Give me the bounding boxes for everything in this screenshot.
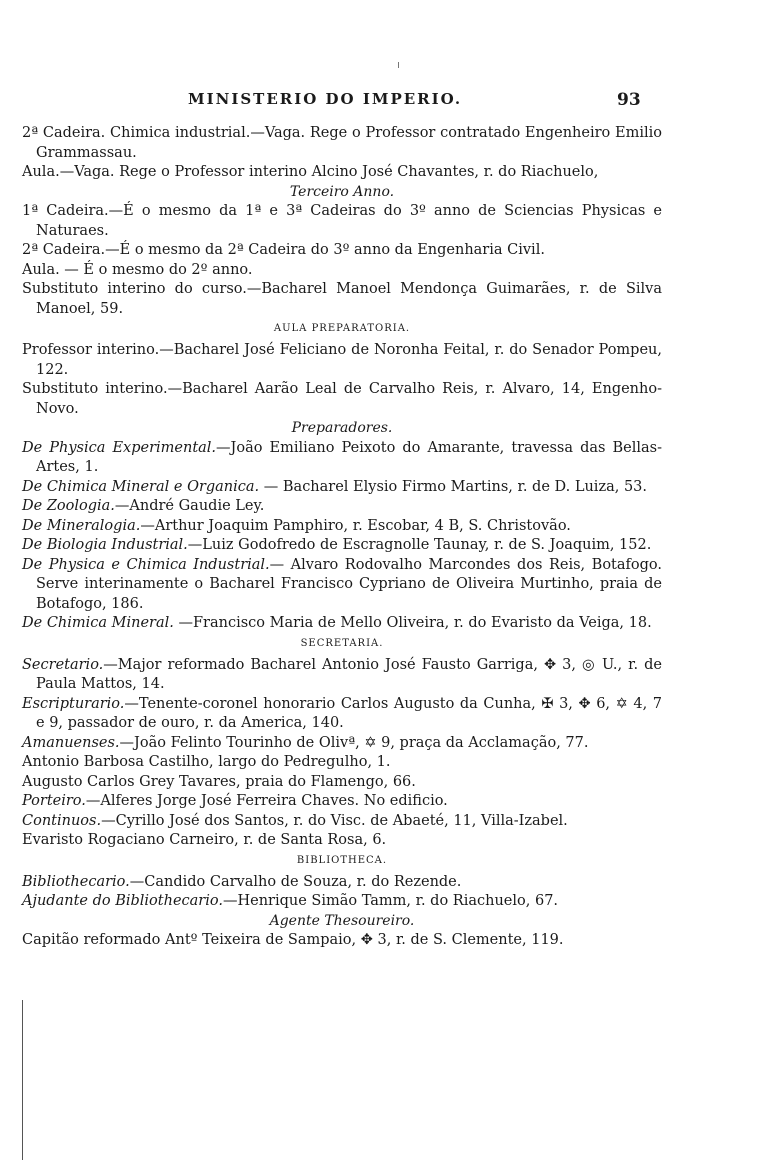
entry-text: —Francisco Maria de Mello Oliveira, r. do Evaristo da Veiga, 18. xyxy=(173,615,652,631)
entry-text: — Bacharel Elysio Firmo Martins, r. de D. Luiza, 53. xyxy=(259,478,648,495)
print-mark xyxy=(398,62,399,68)
heading-agente-thesoureiro: Agente Thesoureiro. xyxy=(269,912,415,929)
entry-amanuenses xyxy=(22,734,662,754)
entry-biologia-industrial xyxy=(22,536,662,556)
entry-porteiro xyxy=(22,792,662,812)
entry-bibliothecario xyxy=(22,873,662,893)
entry-text: — Alvaro Rodovalho Marcondes dos Reis, Botafogo. Serve interinamente o Bacharel Francisco Cypriano de Oliveira Murtinho, praia de Botafogo, 186. xyxy=(36,556,662,612)
entry-text: —Luiz Godofredo de Escragnolle Taunay, r. de S. Joaquim, 152. xyxy=(187,537,652,553)
entry-lead: De Mineralogia. xyxy=(22,517,141,534)
entry-1a-cadeira: 1ª Cadeira.—É o mesmo da 1ª e 3ª Cadeiras do 3º anno de Sciencias Physicas e Naturaes. xyxy=(22,203,662,239)
entry-ajudante xyxy=(22,892,662,912)
entry-aula: Aula. — É o mesmo do 2º anno. xyxy=(22,261,253,278)
section-aula-preparatoria: AULA PREPARATORIA. xyxy=(273,323,411,334)
entry-substituto-curso: Substituto interino do curso.—Bacharel Manoel Mendonça Guimarães, r. de Silva Manoel, 59. xyxy=(22,281,662,317)
entry-chimica-industrial: 2ª Cadeira. Chimica industrial.—Vaga. Rege o Professor contratado Engenheiro Emilio Grammassau. xyxy=(22,125,662,161)
entry-continuos xyxy=(22,812,662,832)
entry-text: —João Emiliano Peixoto do Amarante, travessa das Bellas-Artes, 1. xyxy=(36,439,662,475)
entry-text: —Alferes Jorge José Ferreira Chaves. No edificio. xyxy=(85,793,448,809)
entry-2a-cadeira: 2ª Cadeira.—É o mesmo da 2ª Cadeira do 3º anno da Engenharia Civil. xyxy=(22,242,545,258)
entry-escripturario xyxy=(22,695,662,734)
entry-chimica-mineral xyxy=(22,614,662,634)
section-secretaria: SECRETARIA. xyxy=(300,637,384,649)
entry-text: —Tenente-coronel honorario Carlos Augusto da Cunha, ✠ 3, ✥ 6, ✡ 4, 7 e 9, passador de ouro, r. da America, 140. xyxy=(36,695,662,731)
margin-rule xyxy=(22,1000,23,1160)
heading-terceiro-anno: Terceiro Anno. xyxy=(289,183,395,200)
entry-text: —Henrique Simão Tamm, r. do Riachuelo, 67. xyxy=(222,893,559,909)
entry-text: —Arthur Joaquim Pamphiro, r. Escobar, 4 B, S. Christovão. xyxy=(140,517,571,534)
entry-text: —Candido Carvalho de Souza, r. do Rezende. xyxy=(129,873,462,890)
entry-chimica-mineral-organica xyxy=(22,478,662,498)
page-number: 93 xyxy=(617,90,641,110)
page-body xyxy=(22,124,662,951)
entry-physica-chimica-industrial xyxy=(22,556,662,615)
entry-mineralogia xyxy=(22,517,662,537)
entry-lead: Ajudante do Bibliothecario. xyxy=(22,893,223,909)
entry-lead: De Chimica Mineral e Organica. xyxy=(22,478,260,495)
entry-lead: De Biologia Industrial. xyxy=(22,537,188,553)
entry-amanuense-castilho: Antonio Barbosa Castilho, largo do Pedregulho, 1. xyxy=(22,754,391,770)
entry-amanuense-tavares: Augusto Carlos Grey Tavares, praia do Flamengo, 66. xyxy=(22,773,416,790)
entry-aula-vaga: Aula.—Vaga. Rege o Professor interino Alcino José Chavantes, r. do Riachuelo, xyxy=(22,164,599,180)
entry-continuo-carneiro: Evaristo Rogaciano Carneiro, r. de Santa Rosa, 6. xyxy=(22,832,387,848)
entry-text: —João Felinto Tourinho de Olivª, ✡ 9, praça da Acclamação, 77. xyxy=(119,734,589,751)
entry-lead: Continuos. xyxy=(22,812,102,829)
heading-preparadores: Preparadores. xyxy=(291,420,393,436)
entry-lead: Porteiro. xyxy=(22,793,86,809)
entry-lead: Secretario. xyxy=(22,656,104,673)
entry-lead: De Physica Experimental. xyxy=(22,439,217,456)
entry-text: —André Gaudie Ley. xyxy=(114,498,265,514)
entry-lead: De Zoologia. xyxy=(22,498,115,514)
entry-agente-thesoureiro: Capitão reformado Antº Teixeira de Sampaio, ✥ 3, r. de S. Clemente, 119. xyxy=(22,932,564,948)
section-bibliotheca: BIBLIOTHECA. xyxy=(296,854,388,866)
entry-text: —Major reformado Bacharel Antonio José Fausto Garriga, ✥ 3, ◎ U., r. de Paula Mattos, 14. xyxy=(36,656,662,692)
entry-text: —Cyrillo José dos Santos, r. do Visc. de Abaeté, 11, Villa-Izabel. xyxy=(101,812,568,829)
entry-professor-interino: Professor interino.—Bacharel José Feliciano de Noronha Feital, r. do Senador Pompeu, 122. xyxy=(22,342,662,378)
entry-lead: De Physica e Chimica Industrial. xyxy=(22,556,270,573)
header-title: MINISTERIO DO IMPERIO. xyxy=(188,90,463,108)
entry-substituto-interino: Substituto interino.—Bacharel Aarão Leal de Carvalho Reis, r. Alvaro, 14, Engenho-Novo. xyxy=(22,381,662,417)
entry-physica-experimental xyxy=(22,439,662,478)
entry-secretario xyxy=(22,656,662,695)
entry-lead: De Chimica Mineral. xyxy=(22,615,174,631)
entry-lead: Amanuenses. xyxy=(22,734,120,751)
entry-zoologia xyxy=(22,497,662,517)
entry-lead: Bibliothecario. xyxy=(22,873,130,890)
entry-lead: Escripturario. xyxy=(22,695,125,712)
running-header xyxy=(0,88,757,112)
